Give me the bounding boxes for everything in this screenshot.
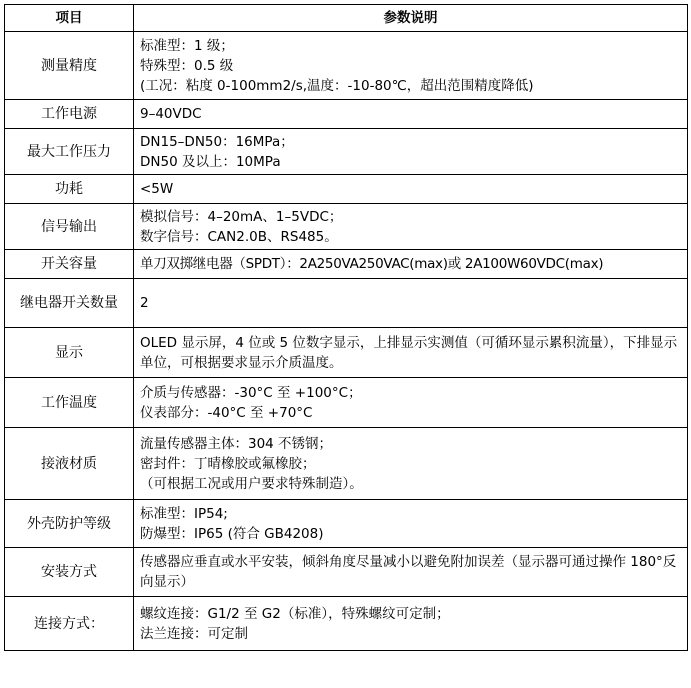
row-description bbox=[134, 548, 688, 597]
row-line: 2 bbox=[140, 295, 149, 311]
row-line: 螺纹连接：G1/2 至 G2（标准），特殊螺纹可定制； bbox=[140, 605, 450, 622]
spec-table bbox=[4, 4, 688, 651]
row-line: （可根据工况或用户要求特殊制造）。 bbox=[140, 475, 363, 492]
table-row bbox=[5, 428, 688, 500]
row-description bbox=[134, 328, 688, 378]
table-row bbox=[5, 328, 688, 378]
row-item: 外壳防护等级 bbox=[5, 500, 134, 548]
row-line: 法兰连接：可定制 bbox=[140, 625, 248, 642]
row-item: 功耗 bbox=[5, 175, 134, 204]
row-item: 安装方式 bbox=[5, 548, 134, 597]
row-line: 传感器应垂直或水平安装，倾斜角度尽量减小以避免附加误差（显示器可通过操作 180°反向显示） bbox=[140, 554, 677, 590]
row-line: 标准型：1 级； bbox=[140, 37, 234, 54]
table-row bbox=[5, 129, 688, 175]
table-row bbox=[5, 204, 688, 250]
header-item: 项目 bbox=[5, 5, 134, 32]
row-line: 密封件：丁晴橡胶或氟橡胶； bbox=[140, 455, 316, 472]
row-line: (工况：粘度 0-100mm2/s,温度：-10-80℃，超出范围精度降低) bbox=[140, 77, 534, 94]
row-line: <5W bbox=[140, 181, 174, 197]
row-item: 继电器开关数量 bbox=[5, 279, 134, 328]
row-description bbox=[134, 129, 688, 175]
row-item: 开关容量 bbox=[5, 250, 134, 279]
table-row bbox=[5, 378, 688, 428]
table-row bbox=[5, 548, 688, 597]
row-description bbox=[134, 250, 688, 279]
row-description bbox=[134, 428, 688, 500]
row-line: DN50 及以上：10MPa bbox=[140, 153, 281, 170]
row-item: 连接方式： bbox=[5, 597, 134, 651]
row-description bbox=[134, 100, 688, 129]
header-row bbox=[5, 5, 688, 32]
row-description bbox=[134, 378, 688, 428]
row-description bbox=[134, 204, 688, 250]
row-line: 介质与传感器：-30°C 至 +100°C； bbox=[140, 384, 362, 401]
row-line: 数字信号：CAN2.0B、RS485。 bbox=[140, 228, 338, 245]
row-line: 流量传感器主体：304 不锈钢； bbox=[140, 435, 333, 452]
table-row bbox=[5, 597, 688, 651]
table-row bbox=[5, 250, 688, 279]
header-description: 参数说明 bbox=[134, 5, 688, 32]
row-line: 标准型：IP54; bbox=[140, 505, 228, 522]
row-description bbox=[134, 279, 688, 328]
row-item: 显示 bbox=[5, 328, 134, 378]
row-line: 9–40VDC bbox=[140, 106, 202, 122]
row-line: 防爆型：IP65 (符合 GB4208) bbox=[140, 525, 324, 542]
table-row bbox=[5, 500, 688, 548]
row-description bbox=[134, 500, 688, 548]
table-row bbox=[5, 279, 688, 328]
row-item: 工作电源 bbox=[5, 100, 134, 129]
row-line: OLED 显示屏，4 位或 5 位数字显示，上排显示实测值（可循环显示累积流量），下排显示单位，可根据要求显示介质温度。 bbox=[140, 334, 678, 371]
row-item: 信号输出 bbox=[5, 204, 134, 250]
row-item: 工作温度 bbox=[5, 378, 134, 428]
table-row bbox=[5, 32, 688, 100]
row-description bbox=[134, 597, 688, 651]
row-line: 仪表部分：-40°C 至 +70°C bbox=[140, 404, 313, 421]
row-item: 最大工作压力 bbox=[5, 129, 134, 175]
row-line: 单刀双掷继电器（SPDT）：2A250VA250VAC(max)或 2A100W60VDC(max) bbox=[140, 256, 604, 272]
row-line: 特殊型：0.5 级 bbox=[140, 57, 234, 74]
table-row bbox=[5, 100, 688, 129]
table-row bbox=[5, 175, 688, 204]
row-line: 模拟信号：4–20mA、1–5VDC； bbox=[140, 208, 343, 225]
row-line: DN15–DN50：16MPa； bbox=[140, 133, 294, 150]
row-description bbox=[134, 175, 688, 204]
row-description bbox=[134, 32, 688, 100]
row-item: 测量精度 bbox=[5, 32, 134, 100]
row-item: 接液材质 bbox=[5, 428, 134, 500]
